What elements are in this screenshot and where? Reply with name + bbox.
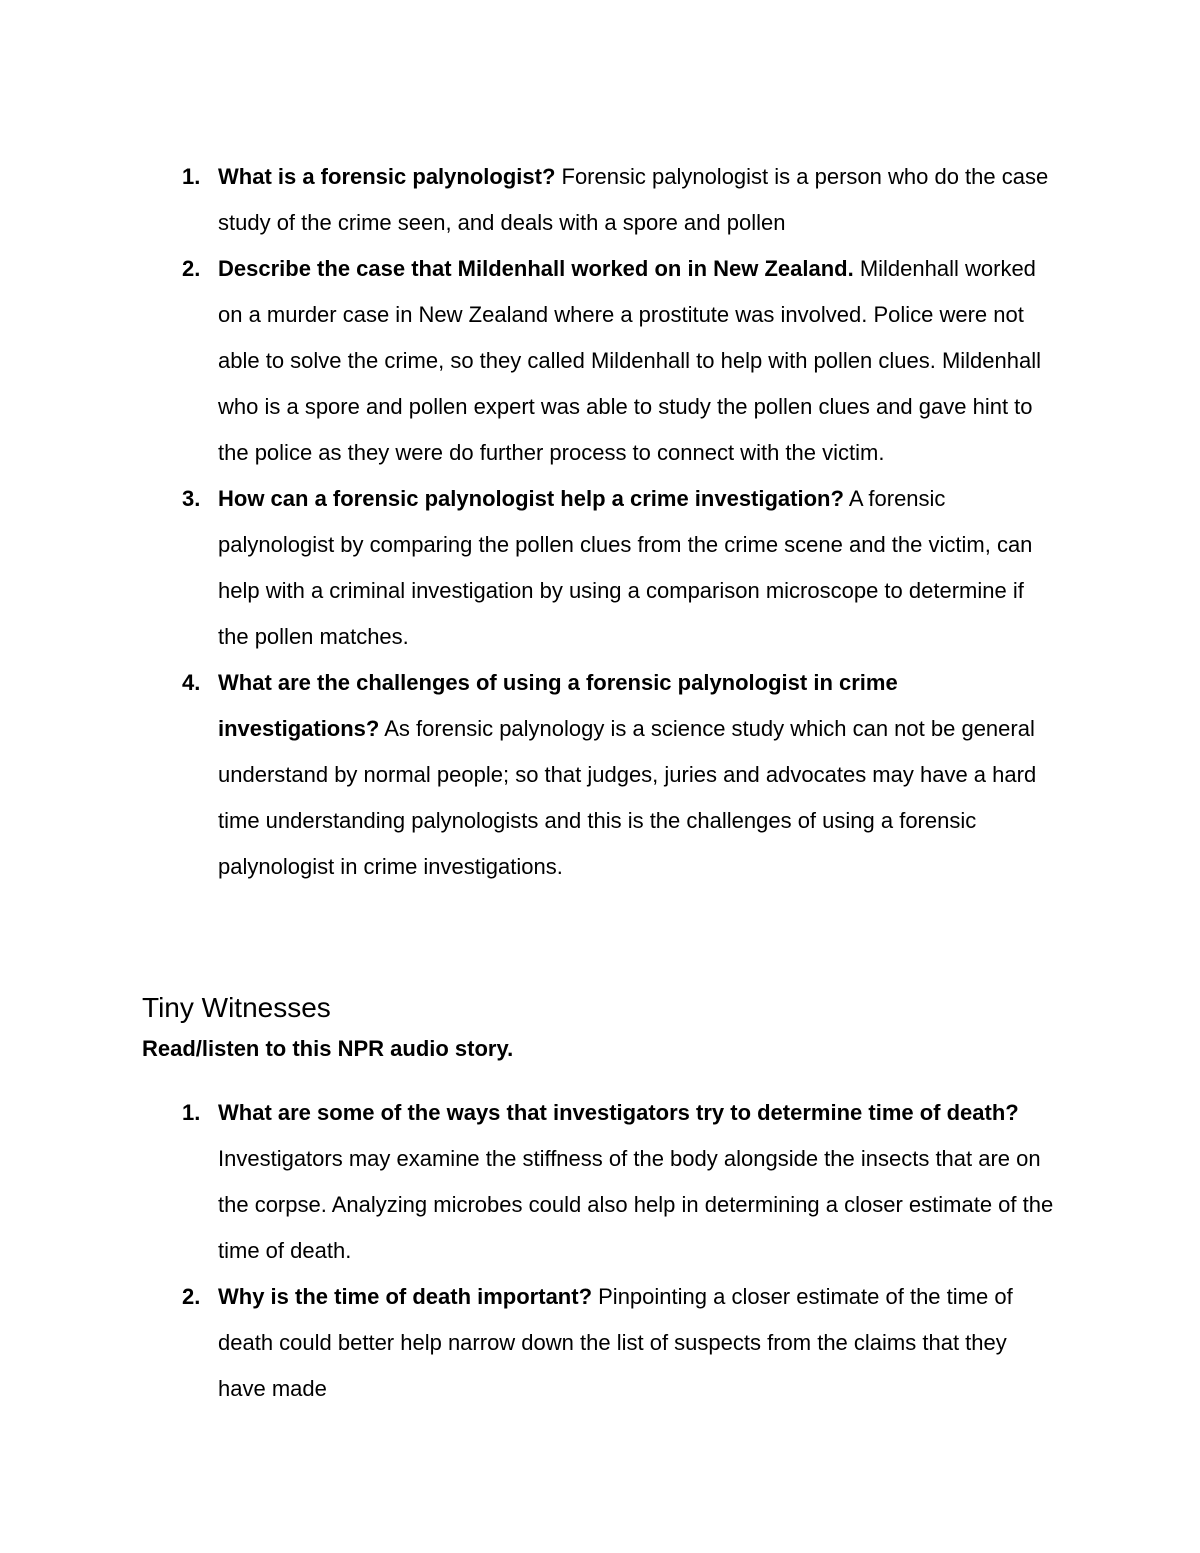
question-list-tiny-witnesses [0,1090,1200,1412]
answer-text: A forensic palynologist by comparing the pollen clues from the crime scene and the victim, can help with a criminal investigation by using a comparison microscope to determine if the pollen matches. [218,486,1033,649]
item-number: 4. [182,670,201,695]
question-text: How can a forensic palynologist help a crime investigation? [218,486,844,511]
question-text: What are some of the ways that investigators try to determine time of death? [218,1100,1019,1125]
item-number: 2. [182,256,201,281]
list-item [0,246,1200,476]
section-title: Tiny Witnesses [142,992,331,1023]
answer-text: Mildenhall worked on a murder case in New Zealand where a prostitute was involved. Police were not able to solve the crime, so they called Mildenhall to help with pollen clues. Mildenhall who is a spore and pollen expert was able to study the pollen clues and gave hint to the police as they were do further process to connect with the victim. [218,256,1042,465]
answer-text: Pinpointing a closer estimate of the time of death could better help narrow down the list of suspects from the claims that they have made [218,1284,1013,1401]
list-item [0,660,1200,890]
section-subtitle: Read/listen to this NPR audio story. [142,1036,514,1061]
question-text: Describe the case that Mildenhall worked on in New Zealand. [218,256,854,281]
answer-text: As forensic palynology is a science study which can not be general understand by normal people; so that judges, juries and advocates may have a hard time understanding palynologists and this is the challenges of using a forensic palynologist in crime investigations. [218,716,1037,879]
question-text: Why is the time of death important? [218,1284,593,1309]
item-number: 2. [182,1284,201,1309]
list-item [0,476,1200,660]
question-text: What is a forensic palynologist? [218,164,556,189]
item-number: 1. [182,164,201,189]
answer-text: Forensic palynologist is a person who do the case study of the crime seen, and deals with a spore and pollen [218,164,1049,235]
list-item [0,1274,1200,1412]
list-item [0,154,1200,246]
question-list-palynology [0,154,1200,890]
question-text: What are the challenges of using a forensic palynologist in crime investigations? [218,670,898,741]
item-number: 1. [182,1100,201,1125]
list-item [0,1090,1200,1274]
item-number: 3. [182,486,201,511]
answer-text: Investigators may examine the stiffness of the body alongside the insects that are on the corpse. Analyzing microbes could also help in determining a closer estimate of the time of death. [218,1146,1054,1263]
